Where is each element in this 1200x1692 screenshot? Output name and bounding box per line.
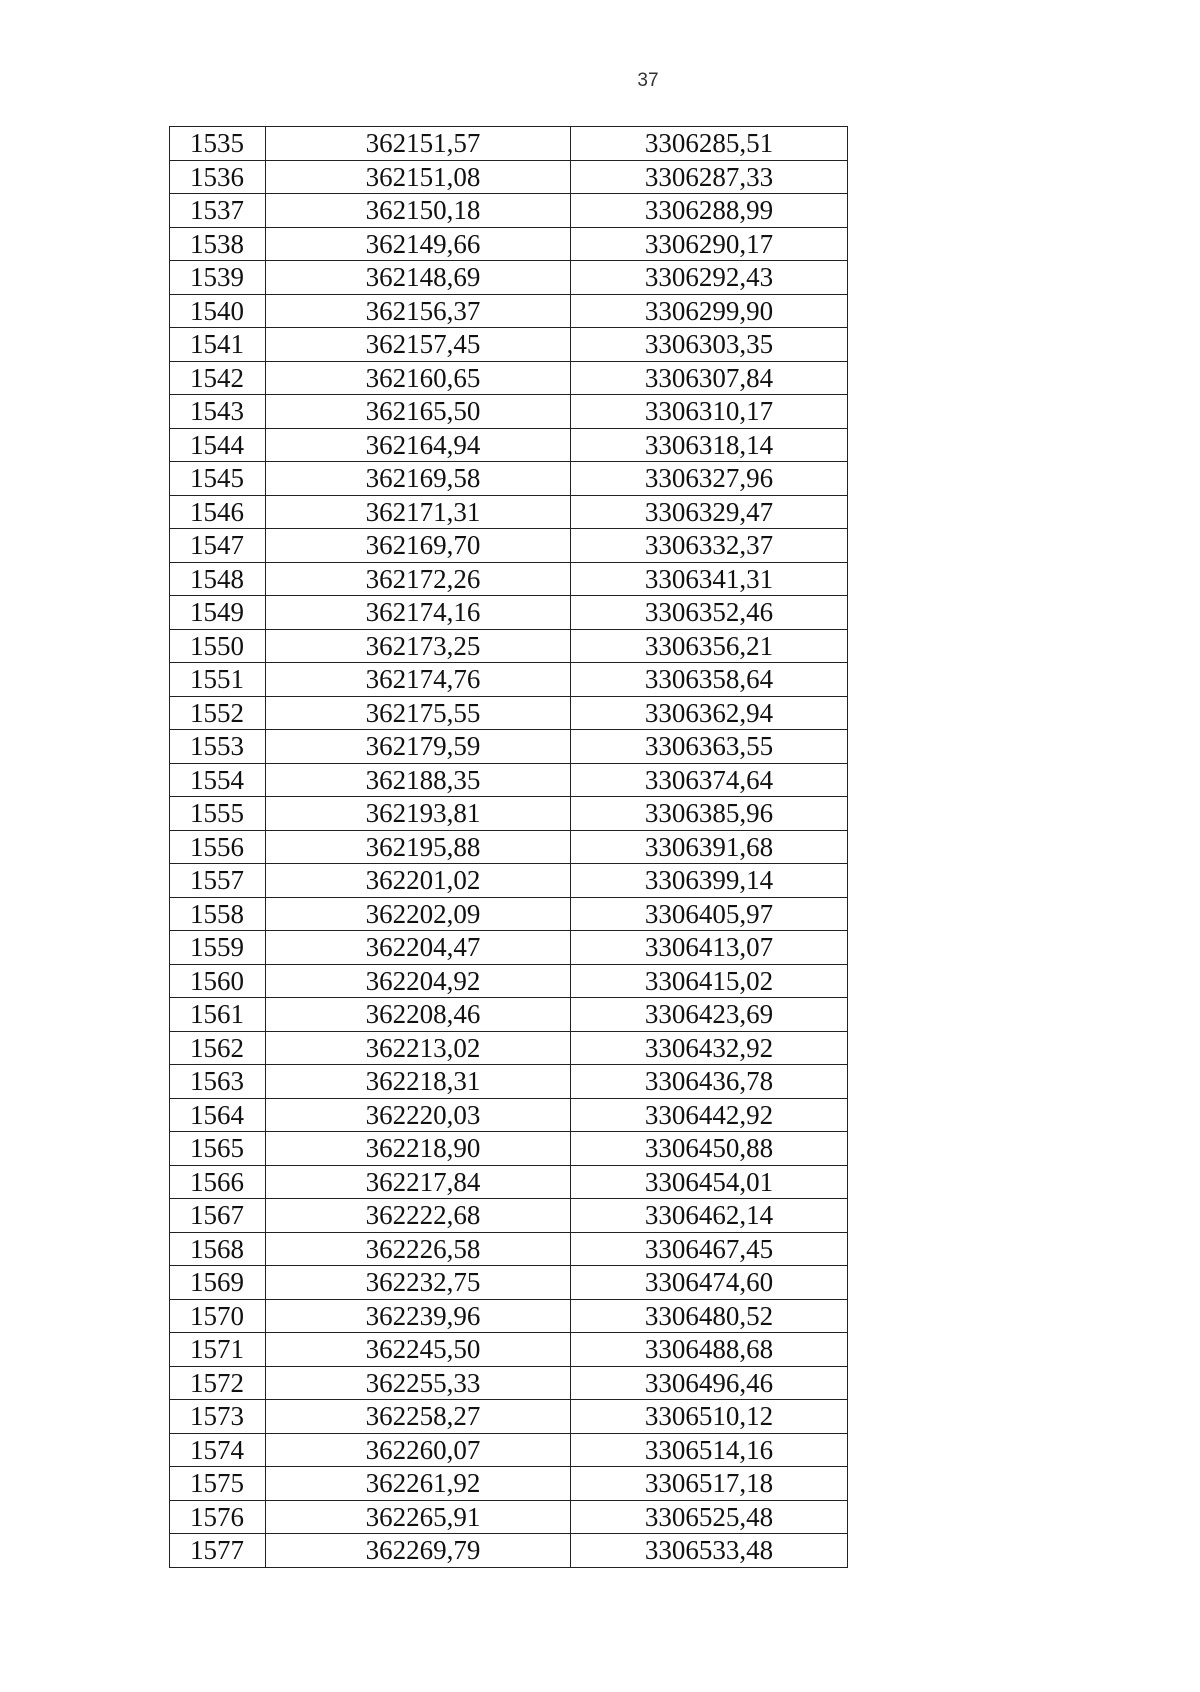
y-coordinate-cell: 3306362,94 (571, 696, 848, 730)
table-row (170, 1132, 848, 1166)
x-coordinate-cell: 362213,02 (266, 1031, 571, 1065)
table-row (170, 1400, 848, 1434)
x-coordinate-cell: 362174,76 (266, 663, 571, 697)
x-coordinate-cell: 362172,26 (266, 562, 571, 596)
table-row (170, 361, 848, 395)
y-coordinate-cell: 3306352,46 (571, 596, 848, 630)
point-number-cell: 1574 (170, 1433, 266, 1467)
table-row (170, 1098, 848, 1132)
y-coordinate-cell: 3306432,92 (571, 1031, 848, 1065)
y-coordinate-cell: 3306517,18 (571, 1467, 848, 1501)
x-coordinate-cell: 362165,50 (266, 395, 571, 429)
x-coordinate-cell: 362218,31 (266, 1065, 571, 1099)
table-row (170, 261, 848, 295)
table-row (170, 194, 848, 228)
table-row (170, 931, 848, 965)
x-coordinate-cell: 362255,33 (266, 1366, 571, 1400)
table-row (170, 1433, 848, 1467)
y-coordinate-cell: 3306332,37 (571, 529, 848, 563)
point-number-cell: 1557 (170, 864, 266, 898)
y-coordinate-cell: 3306288,99 (571, 194, 848, 228)
table-row (170, 998, 848, 1032)
y-coordinate-cell: 3306415,02 (571, 964, 848, 998)
point-number-cell: 1561 (170, 998, 266, 1032)
x-coordinate-cell: 362239,96 (266, 1299, 571, 1333)
table-row (170, 830, 848, 864)
point-number-cell: 1537 (170, 194, 266, 228)
table-row (170, 1232, 848, 1266)
x-coordinate-cell: 362149,66 (266, 227, 571, 261)
y-coordinate-cell: 3306405,97 (571, 897, 848, 931)
point-number-cell: 1550 (170, 629, 266, 663)
y-coordinate-cell: 3306385,96 (571, 797, 848, 831)
y-coordinate-cell: 3306358,64 (571, 663, 848, 697)
point-number-cell: 1542 (170, 361, 266, 395)
x-coordinate-cell: 362245,50 (266, 1333, 571, 1367)
table-row (170, 696, 848, 730)
table-row (170, 1165, 848, 1199)
point-number-cell: 1562 (170, 1031, 266, 1065)
table-row (170, 864, 848, 898)
table-row (170, 964, 848, 998)
page-number: 37 (637, 70, 659, 91)
table-row (170, 897, 848, 931)
y-coordinate-cell: 3306391,68 (571, 830, 848, 864)
table-row (170, 596, 848, 630)
x-coordinate-cell: 362188,35 (266, 763, 571, 797)
table-row (170, 797, 848, 831)
y-coordinate-cell: 3306327,96 (571, 462, 848, 496)
y-coordinate-cell: 3306285,51 (571, 127, 848, 161)
point-number-cell: 1558 (170, 897, 266, 931)
x-coordinate-cell: 362175,55 (266, 696, 571, 730)
coordinates-table (169, 126, 848, 1568)
point-number-cell: 1556 (170, 830, 266, 864)
y-coordinate-cell: 3306299,90 (571, 294, 848, 328)
y-coordinate-cell: 3306363,55 (571, 730, 848, 764)
table-row (170, 462, 848, 496)
x-coordinate-cell: 362179,59 (266, 730, 571, 764)
x-coordinate-cell: 362265,91 (266, 1500, 571, 1534)
point-number-cell: 1536 (170, 160, 266, 194)
y-coordinate-cell: 3306329,47 (571, 495, 848, 529)
point-number-cell: 1555 (170, 797, 266, 831)
point-number-cell: 1564 (170, 1098, 266, 1132)
table-row (170, 1031, 848, 1065)
point-number-cell: 1570 (170, 1299, 266, 1333)
table-row (170, 1366, 848, 1400)
y-coordinate-cell: 3306474,60 (571, 1266, 848, 1300)
table-row (170, 1534, 848, 1568)
table-row (170, 294, 848, 328)
y-coordinate-cell: 3306436,78 (571, 1065, 848, 1099)
point-number-cell: 1553 (170, 730, 266, 764)
y-coordinate-cell: 3306488,68 (571, 1333, 848, 1367)
point-number-cell: 1563 (170, 1065, 266, 1099)
point-number-cell: 1577 (170, 1534, 266, 1568)
point-number-cell: 1546 (170, 495, 266, 529)
table-row (170, 1266, 848, 1300)
y-coordinate-cell: 3306356,21 (571, 629, 848, 663)
table-row (170, 1467, 848, 1501)
y-coordinate-cell: 3306303,35 (571, 328, 848, 362)
y-coordinate-cell: 3306480,52 (571, 1299, 848, 1333)
x-coordinate-cell: 362174,16 (266, 596, 571, 630)
table-row (170, 763, 848, 797)
table-row (170, 1500, 848, 1534)
x-coordinate-cell: 362218,90 (266, 1132, 571, 1166)
y-coordinate-cell: 3306454,01 (571, 1165, 848, 1199)
table-row (170, 428, 848, 462)
y-coordinate-cell: 3306423,69 (571, 998, 848, 1032)
table-row (170, 562, 848, 596)
point-number-cell: 1573 (170, 1400, 266, 1434)
point-number-cell: 1566 (170, 1165, 266, 1199)
point-number-cell: 1551 (170, 663, 266, 697)
x-coordinate-cell: 362226,58 (266, 1232, 571, 1266)
x-coordinate-cell: 362260,07 (266, 1433, 571, 1467)
point-number-cell: 1568 (170, 1232, 266, 1266)
point-number-cell: 1565 (170, 1132, 266, 1166)
x-coordinate-cell: 362232,75 (266, 1266, 571, 1300)
x-coordinate-cell: 362171,31 (266, 495, 571, 529)
point-number-cell: 1576 (170, 1500, 266, 1534)
y-coordinate-cell: 3306290,17 (571, 227, 848, 261)
y-coordinate-cell: 3306450,88 (571, 1132, 848, 1166)
x-coordinate-cell: 362169,58 (266, 462, 571, 496)
point-number-cell: 1559 (170, 931, 266, 965)
x-coordinate-cell: 362164,94 (266, 428, 571, 462)
table-row (170, 1199, 848, 1233)
y-coordinate-cell: 3306510,12 (571, 1400, 848, 1434)
y-coordinate-cell: 3306525,48 (571, 1500, 848, 1534)
y-coordinate-cell: 3306318,14 (571, 428, 848, 462)
table-row (170, 227, 848, 261)
x-coordinate-cell: 362151,57 (266, 127, 571, 161)
table-row (170, 395, 848, 429)
point-number-cell: 1541 (170, 328, 266, 362)
y-coordinate-cell: 3306310,17 (571, 395, 848, 429)
x-coordinate-cell: 362156,37 (266, 294, 571, 328)
table-row (170, 328, 848, 362)
point-number-cell: 1549 (170, 596, 266, 630)
y-coordinate-cell: 3306533,48 (571, 1534, 848, 1568)
table-row (170, 529, 848, 563)
point-number-cell: 1544 (170, 428, 266, 462)
x-coordinate-cell: 362157,45 (266, 328, 571, 362)
table-row (170, 495, 848, 529)
x-coordinate-cell: 362222,68 (266, 1199, 571, 1233)
coordinates-table-body (170, 127, 848, 1568)
table-row (170, 663, 848, 697)
x-coordinate-cell: 362193,81 (266, 797, 571, 831)
x-coordinate-cell: 362151,08 (266, 160, 571, 194)
table-row (170, 1299, 848, 1333)
y-coordinate-cell: 3306341,31 (571, 562, 848, 596)
point-number-cell: 1545 (170, 462, 266, 496)
y-coordinate-cell: 3306374,64 (571, 763, 848, 797)
point-number-cell: 1552 (170, 696, 266, 730)
point-number-cell: 1535 (170, 127, 266, 161)
point-number-cell: 1543 (170, 395, 266, 429)
x-coordinate-cell: 362173,25 (266, 629, 571, 663)
y-coordinate-cell: 3306399,14 (571, 864, 848, 898)
point-number-cell: 1554 (170, 763, 266, 797)
table-row (170, 629, 848, 663)
table-row (170, 127, 848, 161)
x-coordinate-cell: 362258,27 (266, 1400, 571, 1434)
y-coordinate-cell: 3306307,84 (571, 361, 848, 395)
x-coordinate-cell: 362220,03 (266, 1098, 571, 1132)
x-coordinate-cell: 362150,18 (266, 194, 571, 228)
y-coordinate-cell: 3306467,45 (571, 1232, 848, 1266)
point-number-cell: 1560 (170, 964, 266, 998)
x-coordinate-cell: 362261,92 (266, 1467, 571, 1501)
y-coordinate-cell: 3306292,43 (571, 261, 848, 295)
x-coordinate-cell: 362217,84 (266, 1165, 571, 1199)
y-coordinate-cell: 3306514,16 (571, 1433, 848, 1467)
table-row (170, 1065, 848, 1099)
point-number-cell: 1538 (170, 227, 266, 261)
y-coordinate-cell: 3306462,14 (571, 1199, 848, 1233)
table-row (170, 1333, 848, 1367)
x-coordinate-cell: 362195,88 (266, 830, 571, 864)
point-number-cell: 1540 (170, 294, 266, 328)
point-number-cell: 1572 (170, 1366, 266, 1400)
y-coordinate-cell: 3306496,46 (571, 1366, 848, 1400)
x-coordinate-cell: 362208,46 (266, 998, 571, 1032)
x-coordinate-cell: 362160,65 (266, 361, 571, 395)
point-number-cell: 1569 (170, 1266, 266, 1300)
point-number-cell: 1571 (170, 1333, 266, 1367)
x-coordinate-cell: 362204,92 (266, 964, 571, 998)
x-coordinate-cell: 362148,69 (266, 261, 571, 295)
x-coordinate-cell: 362202,09 (266, 897, 571, 931)
table-row (170, 730, 848, 764)
y-coordinate-cell: 3306287,33 (571, 160, 848, 194)
y-coordinate-cell: 3306442,92 (571, 1098, 848, 1132)
x-coordinate-cell: 362269,79 (266, 1534, 571, 1568)
point-number-cell: 1539 (170, 261, 266, 295)
x-coordinate-cell: 362201,02 (266, 864, 571, 898)
point-number-cell: 1548 (170, 562, 266, 596)
table-row (170, 160, 848, 194)
point-number-cell: 1547 (170, 529, 266, 563)
x-coordinate-cell: 362204,47 (266, 931, 571, 965)
point-number-cell: 1567 (170, 1199, 266, 1233)
point-number-cell: 1575 (170, 1467, 266, 1501)
y-coordinate-cell: 3306413,07 (571, 931, 848, 965)
x-coordinate-cell: 362169,70 (266, 529, 571, 563)
